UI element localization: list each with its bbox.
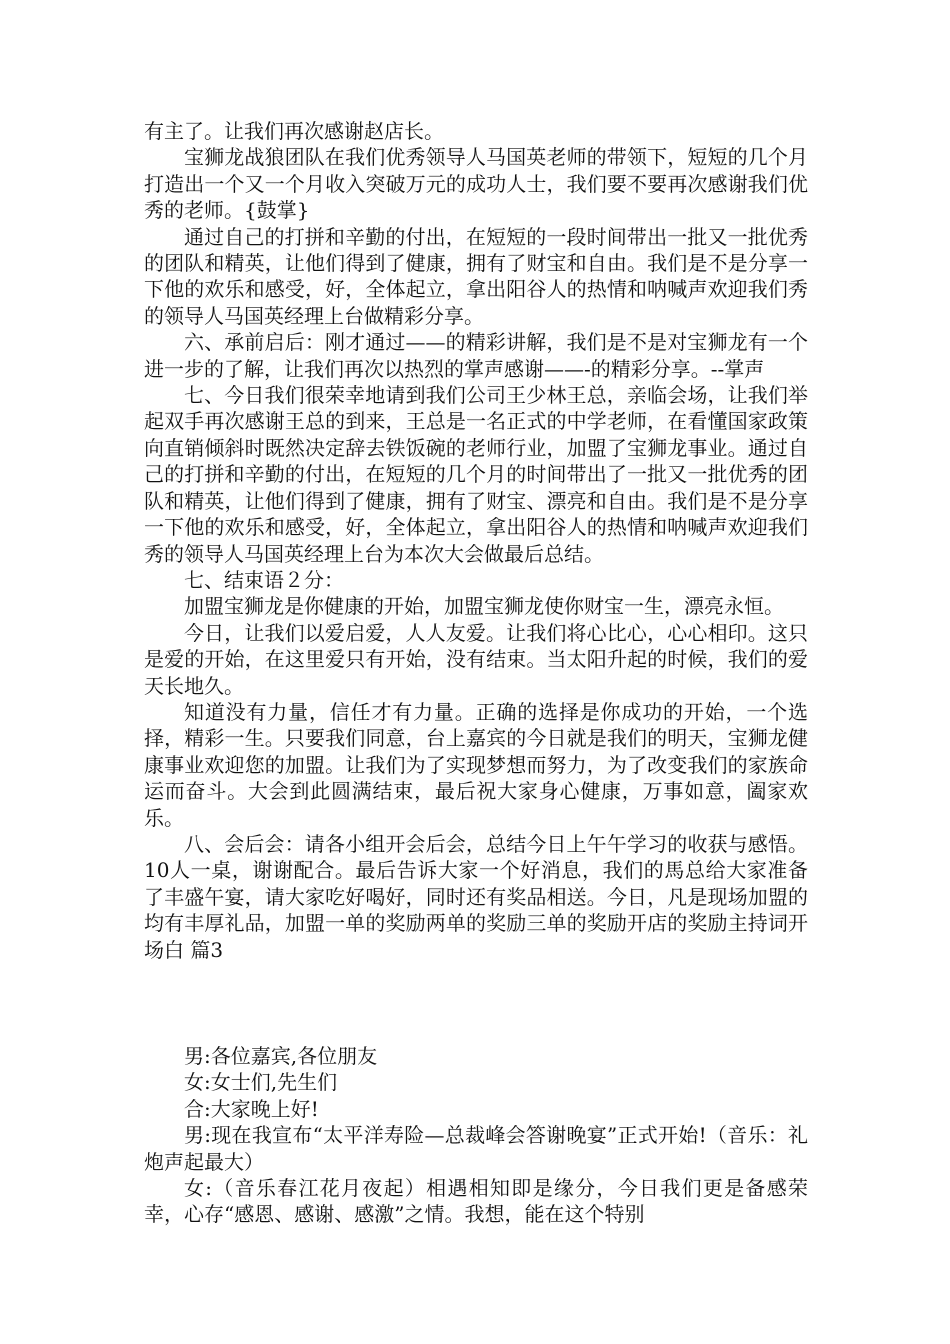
paragraph-6: 七、结束语２分： [184,567,344,592]
dialogue-line-4: 男:现在我宣布“太平洋寿险—总裁峰会答谢晚宴”正式开始!（音乐：礼炮声起最大） [144,1123,808,1174]
section-gap [144,963,808,1043]
paragraph-9: 知道没有力量，信任才有力量。正确的选择是你成功的开始，一个选择，精彩一生。只要我们同意，台上嘉宾的今日就是我们的明天，宝狮龙健康事业欢迎您的加盟。让我们为了实现梦想而努力，为了改变我们的家族命运而奋斗。大会到此圆满结束，最后祝大家身心健康，万事如意，阖家欢乐。 [144,699,808,830]
paragraph-1: 有主了。让我们再次感谢赵店长。 [144,119,444,143]
paragraph-2: 宝狮龙战狼团队在我们优秀领导人马国英老师的带领下，短短的几个月打造出一个又一个月收入突破万元的成功人士，我们要不要再次感谢我们优秀的老师。{鼓掌} [144,145,808,223]
paragraph-7: 加盟宝狮龙是你健康的开始，加盟宝狮龙使你财宝一生，漂亮永恒。 [184,594,784,619]
dialogue-line-3: 合:大家晚上好! [184,1096,319,1121]
dialogue-line-2: 女:女士们,先生们 [184,1070,338,1095]
paragraph-10: 八、会后会：请各小组开会后会，总结今日上午午学习的收获与感悟。10人一桌，谢谢配合。最后告诉大家一个好消息，我们的馬总给大家准备了丰盛午宴，请大家吃好喝好，同时还有奖品相送。今日，凡是现场加盟的均有丰厚礼品，加盟一单的奖励两单的奖励三单的奖励开店的奖励主持词开场白 篇3 [144,831,808,962]
document-body [144,118,808,1228]
paragraph-4: 六、承前启后：刚才通过——的精彩讲解，我们是不是对宝狮龙有一个进一步的了解，让我们再次以热烈的掌声感谢——-的精彩分享。--掌声 [144,330,808,381]
paragraph-8: 今日，让我们以爱启爱，人人友爱。让我们将心比心，心心相印。这只是爱的开始，在这里爱只有开始，没有结束。当太阳升起的时候，我们的爱天长地久。 [144,620,808,698]
dialogue-line-5: 女:（音乐春江花月夜起）相遇相知即是缘分，今日我们更是备感荣幸，心存“感恩、感谢、感激”之情。我想，能在这个特别 [144,1176,808,1227]
paragraph-3: 通过自己的打拼和辛勤的付出，在短短的一段时间带出一批又一批优秀的团队和精英，让他们得到了健康，拥有了财宝和自由。我们是不是分享一下他的欢乐和感受，好，全体起立，拿出阳谷人的热情和呐喊声欢迎我们秀的领导人马国英经理上台做精彩分享。 [144,224,808,328]
paragraph-5: 七、今日我们很荣幸地请到我们公司王少林王总，亲临会场，让我们举起双手再次感谢王总的到来，王总是一名正式的中学老师，在看懂国家政策向直销倾斜时既然决定辞去铁饭碗的老师行业，加盟了宝狮龙事业。通过自己的打拼和辛勤的付出，在短短的几个月的时间带出了一批又一批优秀的团队和精英，让他们得到了健康，拥有了财宝、漂亮和自由。我们是不是分享一下他的欢乐和感受，好，全体起立，拿出阳谷人的热情和呐喊声欢迎我们秀的领导人马国英经理上台为本次大会做最后总结。 [144,383,808,566]
dialogue-line-1: 男:各位嘉宾,各位朋友 [184,1044,378,1068]
